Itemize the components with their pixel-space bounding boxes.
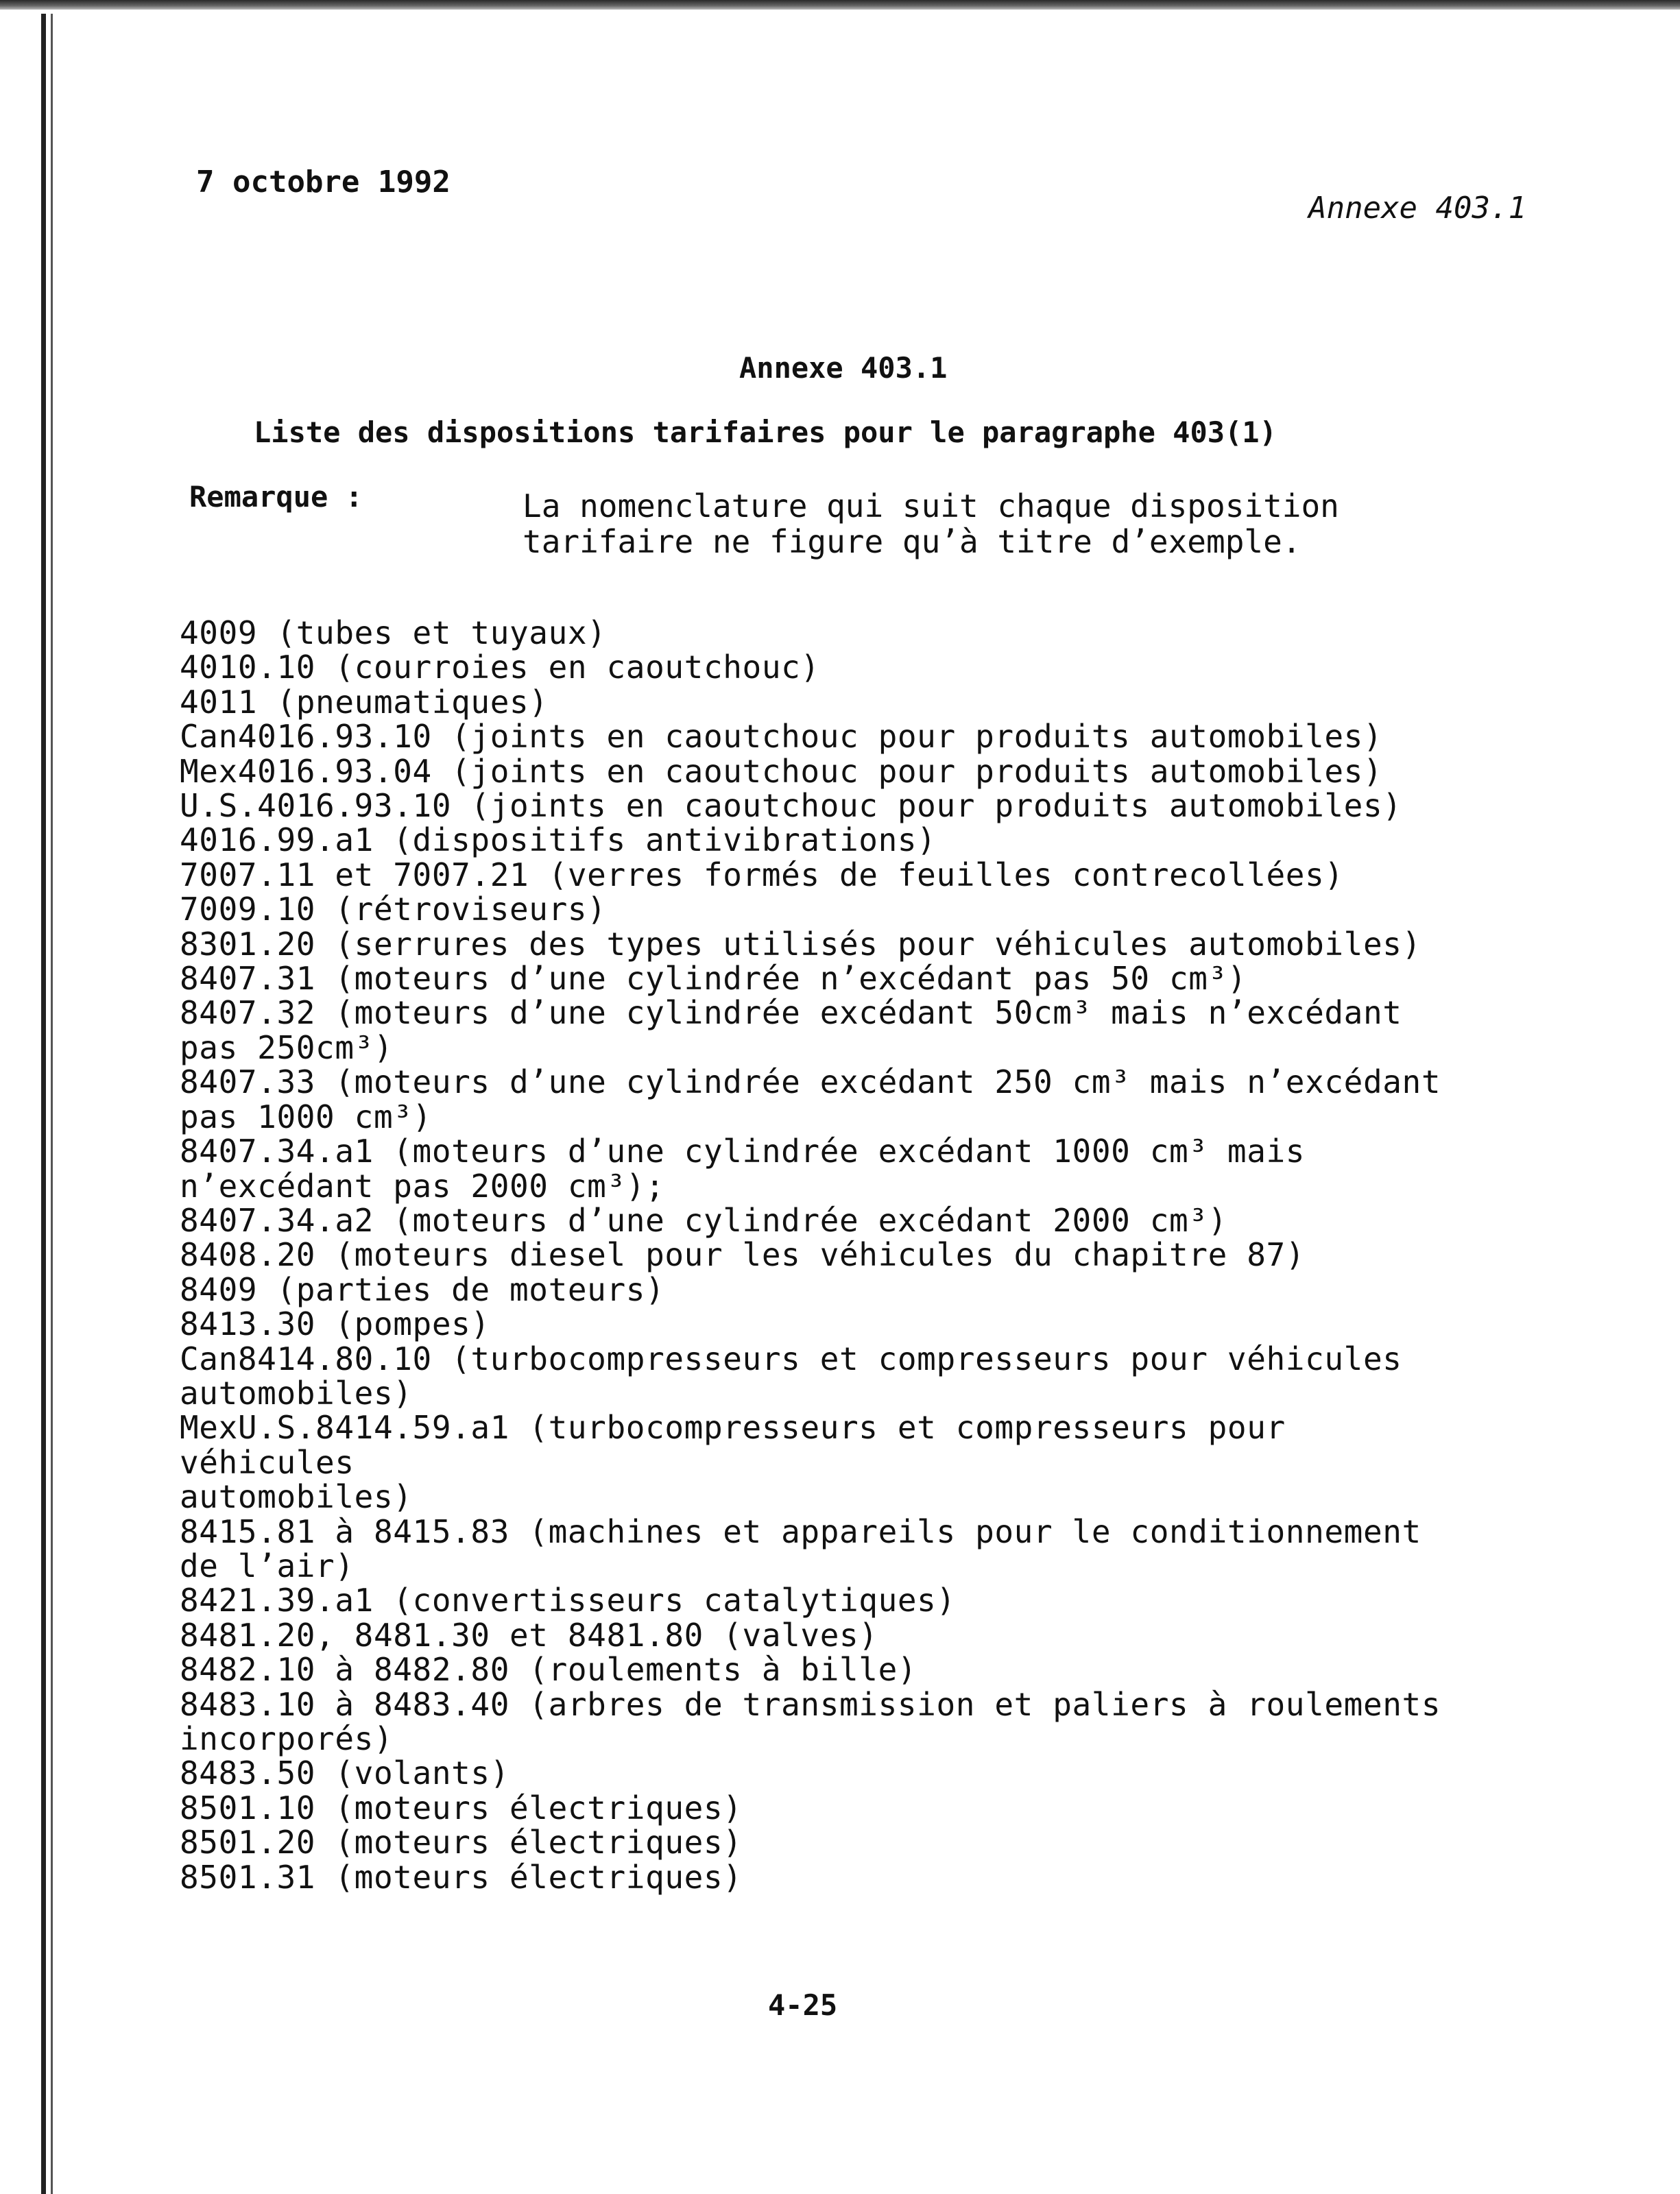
list-item: 4016.99.a1 (dispositifs antivibrations) — [180, 821, 937, 859]
list-item: Can4016.93.10 (joints en caoutchouc pour produits automobiles) — [180, 718, 1383, 756]
tariff-provision-list — [180, 616, 1551, 1894]
list-item: véhicules — [180, 1443, 355, 1481]
remark-label: Remarque : — [189, 480, 363, 514]
list-item: 8415.81 à 8415.83 (machines et appareils pour le conditionnement — [180, 1512, 1421, 1550]
scan-top-edge — [0, 0, 1680, 10]
list-item: automobiles) — [180, 1478, 413, 1516]
page-number: 4-25 — [768, 1988, 838, 2022]
document-date: 7 octobre 1992 — [196, 165, 451, 200]
list-item: n’excédant pas 2000 cm³); — [180, 1167, 665, 1205]
scan-left-border-inner — [51, 14, 53, 2194]
list-item: 7009.10 (rétroviseurs) — [180, 891, 607, 928]
list-item: 4009 (tubes et tuyaux) — [180, 614, 607, 651]
list-item: 8407.34.a2 (moteurs d’une cylindrée excédant 2000 cm³) — [180, 1201, 1227, 1239]
list-item: 4010.10 (courroies en caoutchouc) — [180, 649, 820, 686]
page-subtitle: Liste des dispositions tarifaires pour le paragraphe 403(1) — [254, 415, 1277, 449]
list-item: 8481.20, 8481.30 et 8481.80 (valves) — [180, 1616, 878, 1654]
list-item: Mex4016.93.04 (joints en caoutchouc pour produits automobiles) — [180, 752, 1383, 790]
list-item: 8407.34.a1 (moteurs d’une cylindrée excédant 1000 cm³ mais — [180, 1133, 1306, 1170]
list-item: 8501.20 (moteurs électriques) — [180, 1824, 743, 1861]
page-title: Annexe 403.1 — [739, 351, 948, 385]
list-item: incorporés) — [180, 1720, 394, 1757]
list-item: 8409 (parties de moteurs) — [180, 1270, 665, 1308]
list-item: 8501.10 (moteurs électriques) — [180, 1789, 743, 1827]
list-item: 8413.30 (pompes) — [180, 1305, 490, 1343]
list-item: 8301.20 (serrures des types utilisés pour véhicules automobiles) — [180, 925, 1421, 963]
list-item: 8408.20 (moteurs diesel pour les véhicules du chapitre 87) — [180, 1236, 1306, 1274]
scan-left-border — [41, 14, 46, 2194]
list-item: Can8414.80.10 (turbocompresseurs et compresseurs pour véhicules — [180, 1340, 1402, 1377]
list-item: 8482.10 à 8482.80 (roulements à bille) — [180, 1651, 917, 1689]
annex-reference: Annexe 403.1 — [1308, 191, 1526, 226]
list-item: 8407.32 (moteurs d’une cylindrée excédant 50cm³ mais n’excédant — [180, 994, 1402, 1032]
list-item: 8407.31 (moteurs d’une cylindrée n’excédant pas 50 cm³) — [180, 960, 1247, 998]
list-item: 8483.50 (volants) — [180, 1755, 510, 1792]
remark-text: La nomenclature qui suit chaque disposition tarifaire ne figure qu’à titre d’exemple. — [523, 487, 1339, 560]
list-item: pas 250cm³) — [180, 1028, 394, 1066]
list-item: 7007.11 et 7007.21 (verres formés de feuilles contrecollées) — [180, 856, 1344, 893]
list-item: 8501.31 (moteurs électriques) — [180, 1858, 743, 1896]
list-item: automobiles) — [180, 1374, 413, 1412]
list-item: 8421.39.a1 (convertisseurs catalytiques) — [180, 1582, 956, 1619]
list-item: U.S.4016.93.10 (joints en caoutchouc pour produits automobiles) — [180, 787, 1402, 825]
list-item: pas 1000 cm³) — [180, 1098, 432, 1135]
list-item: 8483.10 à 8483.40 (arbres de transmission et paliers à roulements — [180, 1685, 1441, 1723]
list-item: 8407.33 (moteurs d’une cylindrée excédant 250 cm³ mais n’excédant — [180, 1063, 1441, 1101]
list-item: de l’air) — [180, 1547, 355, 1584]
list-item: MexU.S.8414.59.a1 (turbocompresseurs et compresseurs pour — [180, 1409, 1286, 1447]
list-item: 4011 (pneumatiques) — [180, 683, 549, 721]
